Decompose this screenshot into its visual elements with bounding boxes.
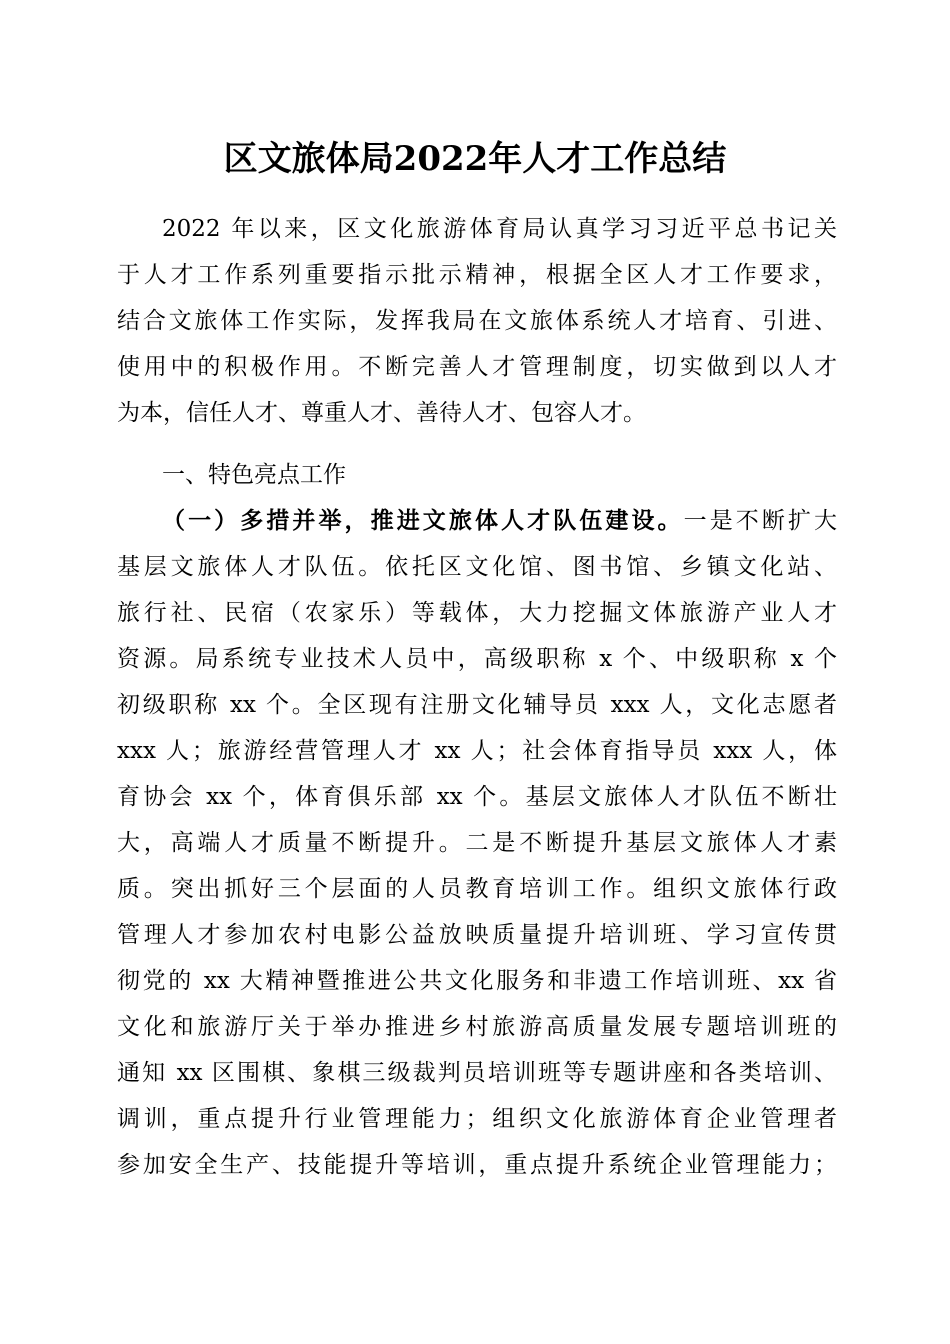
body-line-14: 参加安全生产、技能提升等培训，重点提升系统企业管理能力； [117,1152,837,1178]
body-line-6: 育协会 xx 个，体育俱乐部 xx 个。基层文旅体人才队伍不断壮 [117,784,837,810]
body-line-3: 资源。局系统专业技术人员中，高级职称 x 个、中级职称 x 个 [117,646,837,672]
subsection-first-line [162,501,837,541]
body-line-12: 通知 xx 区围棋、象棋三级裁判员培训班等专题讲座和各类培训、 [117,1060,837,1086]
body-line-9: 管理人才参加农村电影公益放映质量提升培训班、学习宣传贯 [117,922,837,948]
body-line-1: 基层文旅体人才队伍。依托区文化馆、图书馆、乡镇文化站、 [117,554,837,580]
body-line-10: 彻党的 xx 大精神暨推进公共文化服务和非遗工作培训班、xx 省 [117,968,837,994]
body-line-5: xxx 人；旅游经营管理人才 xx 人；社会体育指导员 xxx 人，体 [117,738,837,764]
body-line-7: 大，高端人才质量不断提升。二是不断提升基层文旅体人才素 [117,830,837,856]
intro-line-2: 于人才工作系列重要指示批示精神，根据全区人才工作要求， [117,262,837,288]
intro-line-3: 结合文旅体工作实际，发挥我局在文旅体系统人才培育、引进、 [117,308,837,334]
body-line-2: 旅行社、民宿（农家乐）等载体，大力挖掘文体旅游产业人才 [117,600,837,626]
body-line-13: 调训，重点提升行业管理能力；组织文化旅游体育企业管理者 [117,1106,837,1132]
intro-line-5: 为本，信任人才、尊重人才、善待人才、包容人才。 [117,400,646,426]
document-title: 区文旅体局2022年人才工作总结 [223,139,727,179]
intro-line-1: 2022 年以来，区文化旅游体育局认真学习习近平总书记关 [162,216,837,242]
section-heading-1: 一、特色亮点工作 [162,462,346,488]
subsection-first-line-text: 一是不断扩大 [683,508,838,534]
body-line-11: 文化和旅游厅关于举办推进乡村旅游高质量发展专题培训班的 [117,1014,837,1040]
intro-line-4: 使用中的积极作用。不断完善人才管理制度，切实做到以人才 [117,354,837,380]
body-line-8: 质。突出抓好三个层面的人员教育培训工作。组织文旅体行政 [117,876,837,902]
body-line-4: 初级职称 xx 个。全区现有注册文化辅导员 xxx 人，文化志愿者 [117,692,837,718]
subsection-heading-1: （一）多措并举，推进文旅体人才队伍建设。 [162,507,684,534]
